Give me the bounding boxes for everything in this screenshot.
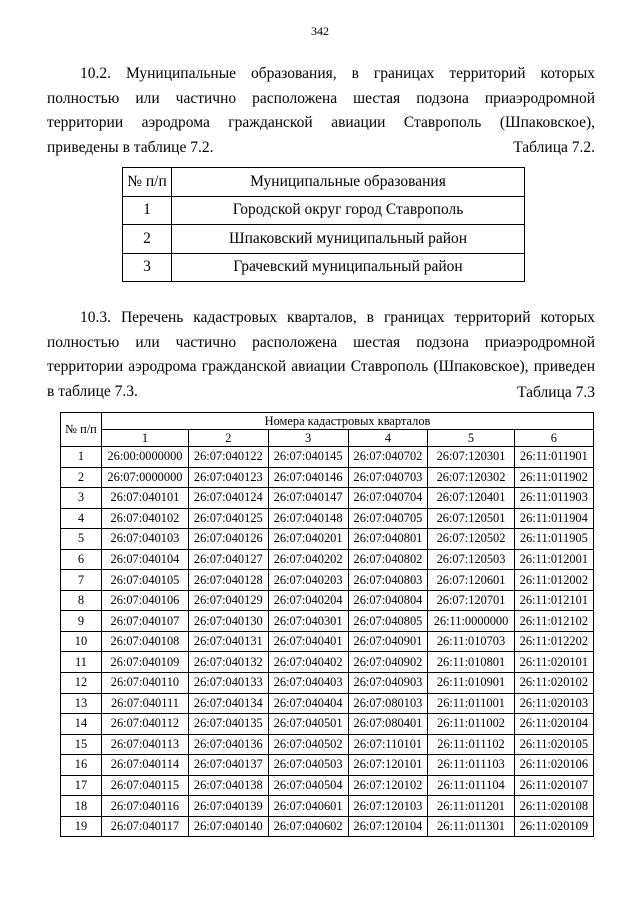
section-10-3-text: 10.3. Перечень кадастровых кварталов, в границах территорий которых полностью или частично расположена шестая подзона приаэродромной территории аэродрома гражданской авиации Ставрополь (Шпаковское), приведен в таблице 7.3. [47, 309, 595, 400]
cadastral-quarter-cell: 26:11:011103 [428, 755, 514, 776]
cadastral-quarter-cell: 26:07:040802 [348, 549, 428, 570]
cadastral-quarter-cell: 26:07:040108 [102, 631, 189, 652]
cadastral-quarter-cell: 26:07:040140 [188, 816, 268, 837]
table-row [61, 447, 594, 468]
table-row [61, 693, 594, 714]
cadastral-quarter-cell: 26:07:040804 [348, 590, 428, 611]
cadastral-quarter-cell: 26:07:040403 [268, 673, 348, 694]
cadastral-quarter-cell: 26:11:020105 [514, 734, 593, 755]
row-number: 7 [61, 570, 102, 591]
cadastral-quarter-cell: 26:07:040146 [268, 467, 348, 488]
cadastral-quarter-cell: 26:11:020106 [514, 755, 593, 776]
cadastral-quarter-cell: 26:07:040504 [268, 775, 348, 796]
table-row [61, 590, 594, 611]
row-number: 10 [61, 631, 102, 652]
cadastral-quarter-cell: 26:11:012102 [514, 611, 593, 632]
cadastral-quarter-cell: 26:07:040116 [102, 796, 189, 817]
row-number: 19 [61, 816, 102, 837]
cadastral-quarter-cell: 26:07:120701 [428, 590, 514, 611]
table-row [61, 734, 594, 755]
cadastral-quarter-cell: 26:07:080401 [348, 714, 428, 735]
cadastral-quarter-cell: 26:07:040128 [188, 570, 268, 591]
cadastral-quarter-cell: 26:07:040401 [268, 631, 348, 652]
cadastral-quarter-cell: 26:07:120501 [428, 508, 514, 529]
row-number: 16 [61, 755, 102, 776]
header-index: № п/п [61, 413, 102, 447]
cadastral-quarter-cell: 26:07:040502 [268, 734, 348, 755]
cadastral-quarter-cell: 26:07:040503 [268, 755, 348, 776]
column-number: 2 [188, 430, 268, 447]
row-number: 18 [61, 796, 102, 817]
cadastral-quarter-cell: 26:07:040501 [268, 714, 348, 735]
cadastral-quarter-cell: 26:11:020102 [514, 673, 593, 694]
table-row [61, 549, 594, 570]
column-number: 1 [102, 430, 189, 447]
table-7-3-caption: Таблица 7.3 [517, 384, 595, 401]
column-number: 3 [268, 430, 348, 447]
table-7-3 [60, 412, 594, 837]
cadastral-quarter-cell: 26:07:040901 [348, 631, 428, 652]
cadastral-quarter-cell: 26:07:120102 [348, 775, 428, 796]
cadastral-quarter-cell: 26:07:040201 [268, 529, 348, 550]
cadastral-quarter-cell: 26:07:040129 [188, 590, 268, 611]
cadastral-quarter-cell: 26:07:040106 [102, 590, 189, 611]
row-number: 2 [123, 225, 172, 254]
cadastral-quarter-cell: 26:07:040101 [102, 488, 189, 509]
table-row [61, 816, 594, 837]
cadastral-quarter-cell: 26:07:040110 [102, 673, 189, 694]
row-number: 1 [123, 196, 172, 225]
cadastral-quarter-cell: 26:07:040111 [102, 693, 189, 714]
cadastral-quarter-cell: 26:07:040402 [268, 652, 348, 673]
cadastral-quarter-cell: 26:07:080103 [348, 693, 428, 714]
cadastral-quarter-cell: 26:07:040114 [102, 755, 189, 776]
row-number: 2 [61, 467, 102, 488]
cadastral-quarter-cell: 26:07:040131 [188, 631, 268, 652]
cadastral-quarter-cell: 26:07:040113 [102, 734, 189, 755]
cadastral-quarter-cell: 26:07:040138 [188, 775, 268, 796]
cadastral-quarter-cell: 26:11:020103 [514, 693, 593, 714]
row-number: 5 [61, 529, 102, 550]
cadastral-quarter-cell: 26:07:040102 [102, 508, 189, 529]
table-row [61, 467, 594, 488]
cadastral-quarter-cell: 26:11:010703 [428, 631, 514, 652]
cadastral-quarter-cell: 26:07:040136 [188, 734, 268, 755]
header-number: № п/п [123, 168, 172, 197]
cadastral-quarter-cell: 26:11:011903 [514, 488, 593, 509]
row-number: 6 [61, 549, 102, 570]
municipality-name: Городской округ город Ставрополь [172, 196, 525, 225]
cadastral-quarter-cell: 26:07:120301 [428, 447, 514, 468]
row-number: 9 [61, 611, 102, 632]
cadastral-quarter-cell: 26:07:040127 [188, 549, 268, 570]
table-row [123, 196, 525, 225]
cadastral-quarter-cell: 26:11:011201 [428, 796, 514, 817]
cadastral-quarter-cell: 26:07:120401 [428, 488, 514, 509]
table-row [61, 673, 594, 694]
cadastral-quarter-cell: 26:07:040115 [102, 775, 189, 796]
cadastral-quarter-cell: 26:11:011301 [428, 816, 514, 837]
row-number: 13 [61, 693, 102, 714]
table-row [61, 611, 594, 632]
cadastral-quarter-cell: 26:07:040112 [102, 714, 189, 735]
row-number: 4 [61, 508, 102, 529]
cadastral-quarter-cell: 26:11:011104 [428, 775, 514, 796]
cadastral-quarter-cell: 26:07:040704 [348, 488, 428, 509]
cadastral-quarter-cell: 26:07:120101 [348, 755, 428, 776]
municipality-name: Шпаковский муниципальный район [172, 225, 525, 254]
cadastral-quarter-cell: 26:07:040601 [268, 796, 348, 817]
cadastral-quarter-cell: 26:07:040203 [268, 570, 348, 591]
cadastral-quarter-cell: 26:11:010901 [428, 673, 514, 694]
cadastral-quarter-cell: 26:07:120503 [428, 549, 514, 570]
cadastral-quarter-cell: 26:07:040132 [188, 652, 268, 673]
cadastral-quarter-cell: 26:11:020108 [514, 796, 593, 817]
cadastral-quarter-cell: 26:07:040145 [268, 447, 348, 468]
table-row [61, 796, 594, 817]
row-number: 3 [61, 488, 102, 509]
cadastral-quarter-cell: 26:00:0000000 [102, 447, 189, 468]
cadastral-quarter-cell: 26:07:040404 [268, 693, 348, 714]
column-number: 5 [428, 430, 514, 447]
cadastral-quarter-cell: 26:07:040124 [188, 488, 268, 509]
header-municipalities: Муниципальные образования [172, 168, 525, 197]
cadastral-quarter-cell: 26:07:040148 [268, 508, 348, 529]
column-number: 6 [514, 430, 593, 447]
cadastral-quarter-cell: 26:07:040123 [188, 467, 268, 488]
cadastral-quarter-cell: 26:11:012001 [514, 549, 593, 570]
cadastral-quarter-cell: 26:07:120103 [348, 796, 428, 817]
cadastral-quarter-cell: 26:07:110101 [348, 734, 428, 755]
cadastral-quarter-cell: 26:07:040103 [102, 529, 189, 550]
cadastral-quarter-cell: 26:11:011902 [514, 467, 593, 488]
cadastral-quarter-cell: 26:11:010801 [428, 652, 514, 673]
cadastral-quarter-cell: 26:07:040107 [102, 611, 189, 632]
cadastral-quarter-cell: 26:07:0000000 [102, 467, 189, 488]
cadastral-quarter-cell: 26:07:040125 [188, 508, 268, 529]
cadastral-quarter-cell: 26:07:120502 [428, 529, 514, 550]
table-row [61, 631, 594, 652]
cadastral-quarter-cell: 26:11:011904 [514, 508, 593, 529]
table-row [61, 775, 594, 796]
cadastral-quarter-cell: 26:07:040204 [268, 590, 348, 611]
table-column-numbers-row [61, 430, 594, 447]
cadastral-quarter-cell: 26:07:040117 [102, 816, 189, 837]
cadastral-quarter-cell: 26:07:040135 [188, 714, 268, 735]
cadastral-quarter-cell: 26:11:011901 [514, 447, 593, 468]
table-row [61, 570, 594, 591]
row-number: 15 [61, 734, 102, 755]
cadastral-quarter-cell: 26:11:0000000 [428, 611, 514, 632]
table-7-2 [122, 167, 525, 282]
cadastral-quarter-cell: 26:07:040301 [268, 611, 348, 632]
table-header-row [123, 168, 525, 197]
row-number: 8 [61, 590, 102, 611]
cadastral-quarter-cell: 26:07:040702 [348, 447, 428, 468]
cadastral-quarter-cell: 26:07:040134 [188, 693, 268, 714]
table-row [61, 529, 594, 550]
cadastral-quarter-cell: 26:07:040104 [102, 549, 189, 570]
column-number: 4 [348, 430, 428, 447]
row-number: 11 [61, 652, 102, 673]
cadastral-quarter-cell: 26:11:011102 [428, 734, 514, 755]
row-number: 14 [61, 714, 102, 735]
row-number: 1 [61, 447, 102, 468]
row-number: 12 [61, 673, 102, 694]
table-row [61, 488, 594, 509]
cadastral-quarter-cell: 26:07:040602 [268, 816, 348, 837]
cadastral-quarter-cell: 26:07:040109 [102, 652, 189, 673]
cadastral-quarter-cell: 26:07:040133 [188, 673, 268, 694]
table-7-2-caption: Таблица 7.2. [513, 139, 595, 156]
cadastral-quarter-cell: 26:11:012202 [514, 631, 593, 652]
cadastral-quarter-cell: 26:07:040805 [348, 611, 428, 632]
cadastral-quarter-cell: 26:07:040130 [188, 611, 268, 632]
table-row [123, 253, 525, 282]
cadastral-quarter-cell: 26:07:120302 [428, 467, 514, 488]
cadastral-quarter-cell: 26:07:040803 [348, 570, 428, 591]
cadastral-quarter-cell: 26:11:011905 [514, 529, 593, 550]
cadastral-quarter-cell: 26:07:040801 [348, 529, 428, 550]
cadastral-quarter-cell: 26:07:040139 [188, 796, 268, 817]
cadastral-quarter-cell: 26:07:040137 [188, 755, 268, 776]
table-header-row [61, 413, 594, 430]
cadastral-quarter-cell: 26:07:040902 [348, 652, 428, 673]
cadastral-quarter-cell: 26:07:040703 [348, 467, 428, 488]
cadastral-quarter-cell: 26:07:040147 [268, 488, 348, 509]
cadastral-quarter-cell: 26:07:040903 [348, 673, 428, 694]
table-row [61, 508, 594, 529]
cadastral-quarter-cell: 26:07:040202 [268, 549, 348, 570]
cadastral-quarter-cell: 26:11:020104 [514, 714, 593, 735]
table-row [61, 714, 594, 735]
cadastral-quarter-cell: 26:11:020109 [514, 816, 593, 837]
section-10-2-text: 10.2. Муниципальные образования, в границах территорий которых полностью или частично расположена шестая подзона приаэродромной территории аэродрома гражданской авиации Ставрополь (Шпаковское), приведены в таблице 7.2. [47, 65, 595, 156]
cadastral-quarter-cell: 26:11:020101 [514, 652, 593, 673]
cadastral-quarter-cell: 26:11:011002 [428, 714, 514, 735]
cadastral-quarter-cell: 26:07:040122 [188, 447, 268, 468]
cadastral-quarter-cell: 26:11:020107 [514, 775, 593, 796]
cadastral-quarter-cell: 26:07:120601 [428, 570, 514, 591]
cadastral-quarter-cell: 26:07:040705 [348, 508, 428, 529]
cadastral-quarter-cell: 26:11:012101 [514, 590, 593, 611]
cadastral-quarter-cell: 26:07:040126 [188, 529, 268, 550]
page-number: 342 [311, 24, 329, 38]
cadastral-quarter-cell: 26:07:040105 [102, 570, 189, 591]
row-number: 17 [61, 775, 102, 796]
table-row [123, 225, 525, 254]
table-row [61, 652, 594, 673]
cadastral-quarter-cell: 26:07:120104 [348, 816, 428, 837]
cadastral-quarter-cell: 26:11:011001 [428, 693, 514, 714]
row-number: 3 [123, 253, 172, 282]
header-cadastral-quarters: Номера кадастровых кварталов [102, 413, 594, 430]
municipality-name: Грачевский муниципальный район [172, 253, 525, 282]
cadastral-quarter-cell: 26:11:012002 [514, 570, 593, 591]
table-row [61, 755, 594, 776]
